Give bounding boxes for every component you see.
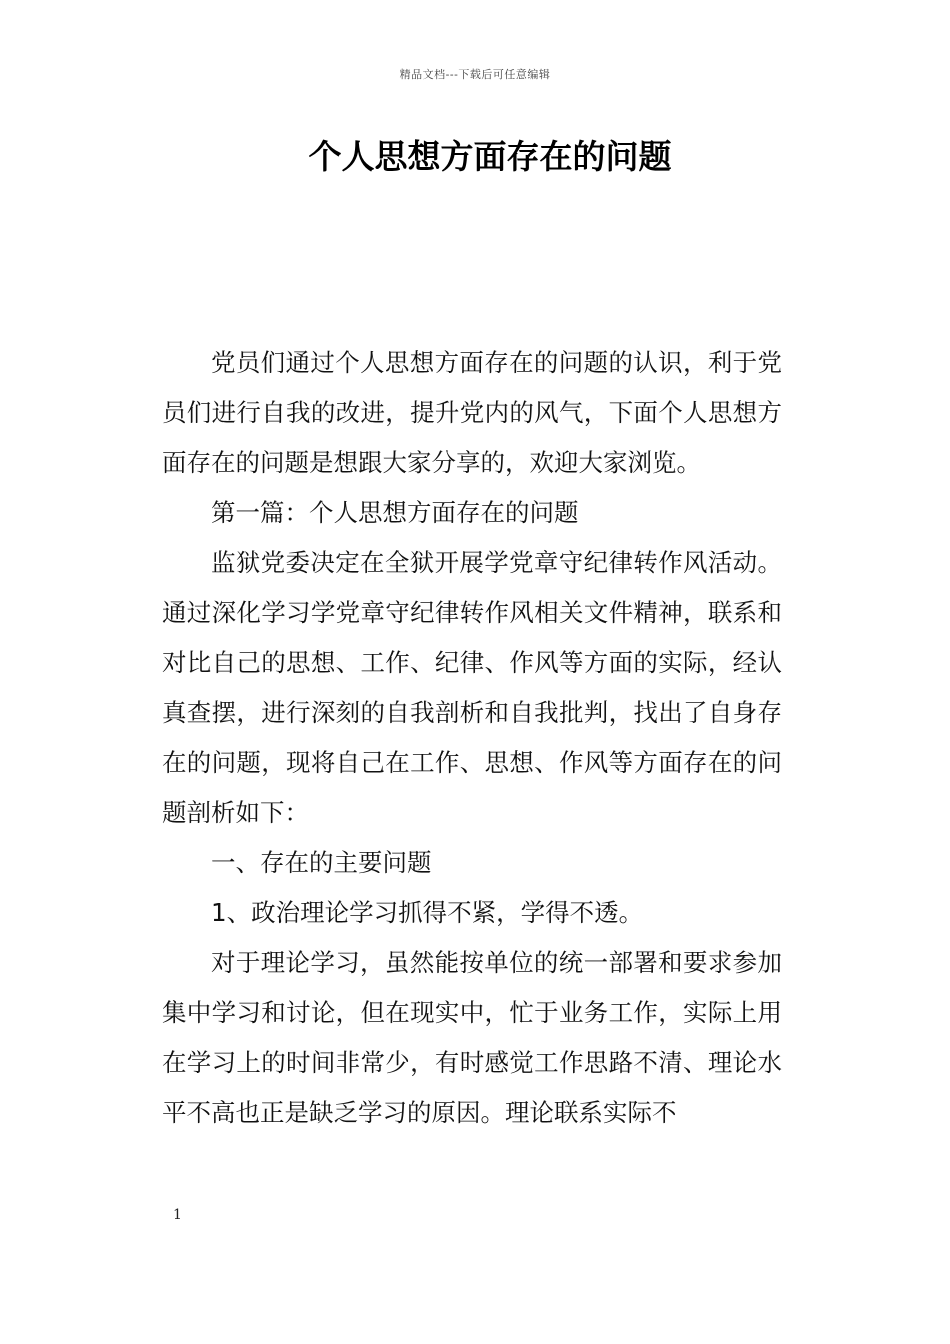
page-header-note: 精品文档---下载后可任意编辑 bbox=[399, 68, 551, 81]
paragraph-subheading: 一、存在的主要问题 bbox=[211, 848, 432, 877]
paragraph-section-heading: 第一篇：个人思想方面存在的问题 bbox=[211, 498, 579, 527]
page-number: 1 bbox=[173, 1207, 182, 1223]
paragraph-point-1: 1、政治理论学习抓得不紧，学得不透。 bbox=[211, 898, 644, 927]
document-title: 个人思想方面存在的问题 bbox=[308, 137, 672, 176]
paragraph-point-1-detail: 对于理论学习，虽然能按单位的统一部署和要求参加集中学习和讨论，但在现实中，忙于业务工作，实际上用在学习上的时间非常少，有时感觉工作思路不清、理论水平不高也正是缺乏学习的原因。理论联系实际不 bbox=[162, 948, 782, 1127]
document-body bbox=[162, 338, 782, 1138]
paragraph-background: 监狱党委决定在全狱开展学党章守纪律转作风活动。通过深化学习学党章守纪律转作风相关文件精神，联系和对比自己的思想、工作、纪律、作风等方面的实际，经认真查摆，进行深刻的自我剖析和自我批判，找出了自身存在的问题，现将自己在工作、思想、作风等方面存在的问题剖析如下： bbox=[162, 548, 782, 827]
paragraph-intro: 党员们通过个人思想方面存在的问题的认识，利于党员们进行自我的改进，提升党内的风气，下面个人思想方面存在的问题是想跟大家分享的，欢迎大家浏览。 bbox=[162, 348, 782, 477]
